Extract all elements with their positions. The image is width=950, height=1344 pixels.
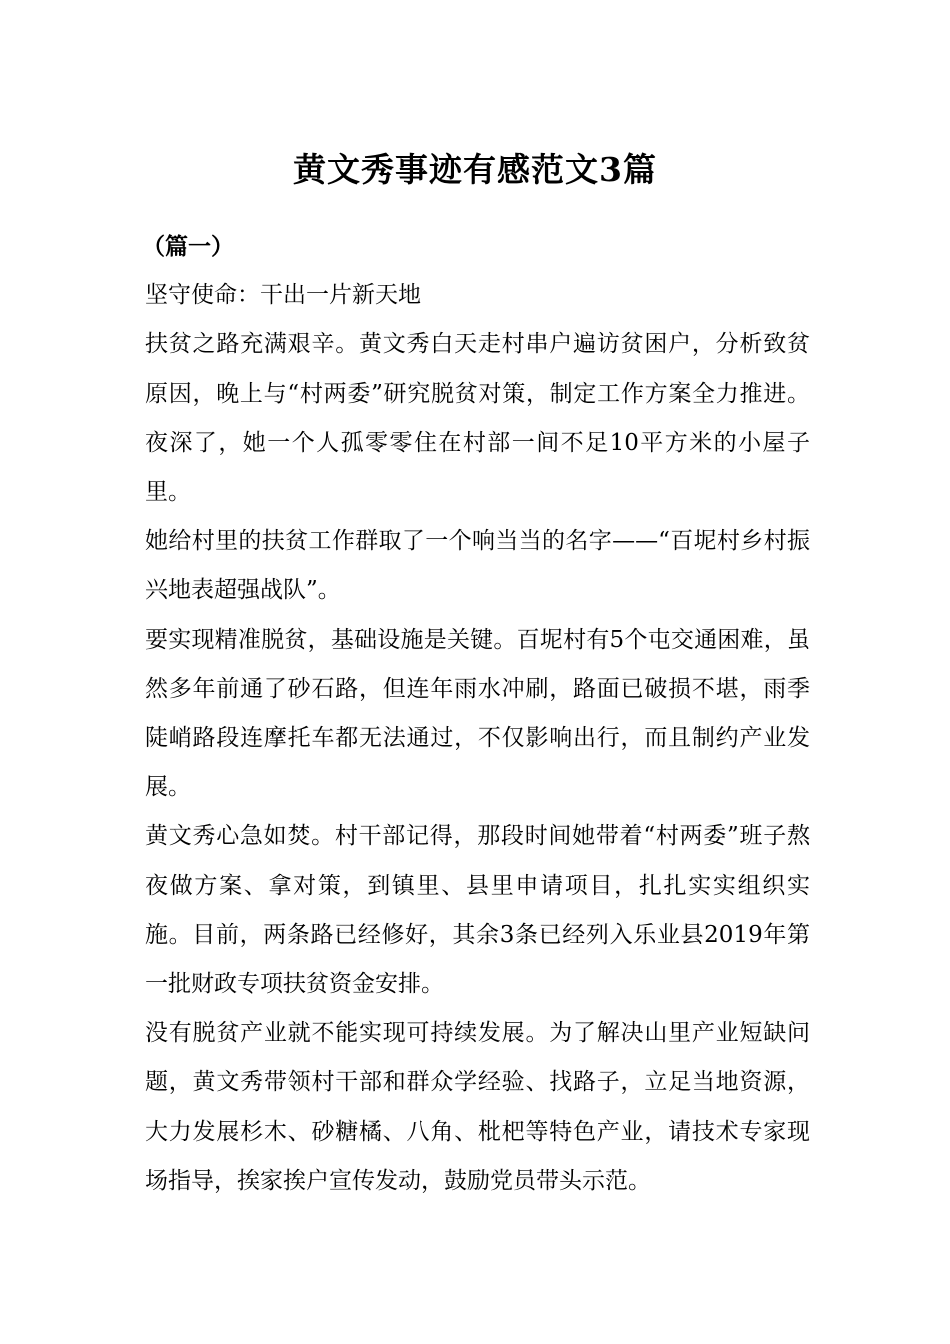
section-label: （篇一） [142, 233, 234, 260]
paragraph-4: 黄文秀心急如焚。村干部记得，那段时间她带着“村两委”班子熬夜做方案、拿对策，到镇里、县里申请项目，扎扎实实组织实施。目前，两条路已经修好，其余3条已经列入乐业县2019年第一批财政专项扶贫资金安排。 [145, 823, 810, 998]
paragraph-3: 要实现精准脱贫，基础设施是关键。百坭村有5个屯交通困难，虽然多年前通了砂石路，但连年雨水冲刷，路面已破损不堪，雨季陡峭路段连摩托车都无法通过，不仅影响出行，而且制约产业发展。 [145, 626, 810, 801]
paragraph-5: 没有脱贫产业就不能实现可持续发展。为了解决山里产业短缺问题，黄文秀带领村干部和群众学经验、找路子，立足当地资源，大力发展杉木、砂糖橘、八角、枇杷等特色产业，请技术专家现场指导，挨家挨户宣传发动，鼓励党员带头示范。 [145, 1020, 810, 1194]
paragraph-1: 扶贫之路充满艰辛。黄文秀白天走村串户遍访贫困户，分析致贫原因，晚上与“村两委”研究脱贫对策，制定工作方案全力推进。夜深了，她一个人孤零零住在村部一间不足10平方米的小屋子里。 [145, 331, 810, 506]
paragraph-2: 她给村里的扶贫工作群取了一个响当当的名字——“百坭村乡村振兴地表超强战队”。 [145, 528, 810, 604]
section-subtitle: 坚守使命：干出一片新天地 [145, 282, 421, 309]
document-body [142, 222, 810, 1206]
document-title: 黄文秀事迹有感范文3篇 [293, 150, 657, 190]
